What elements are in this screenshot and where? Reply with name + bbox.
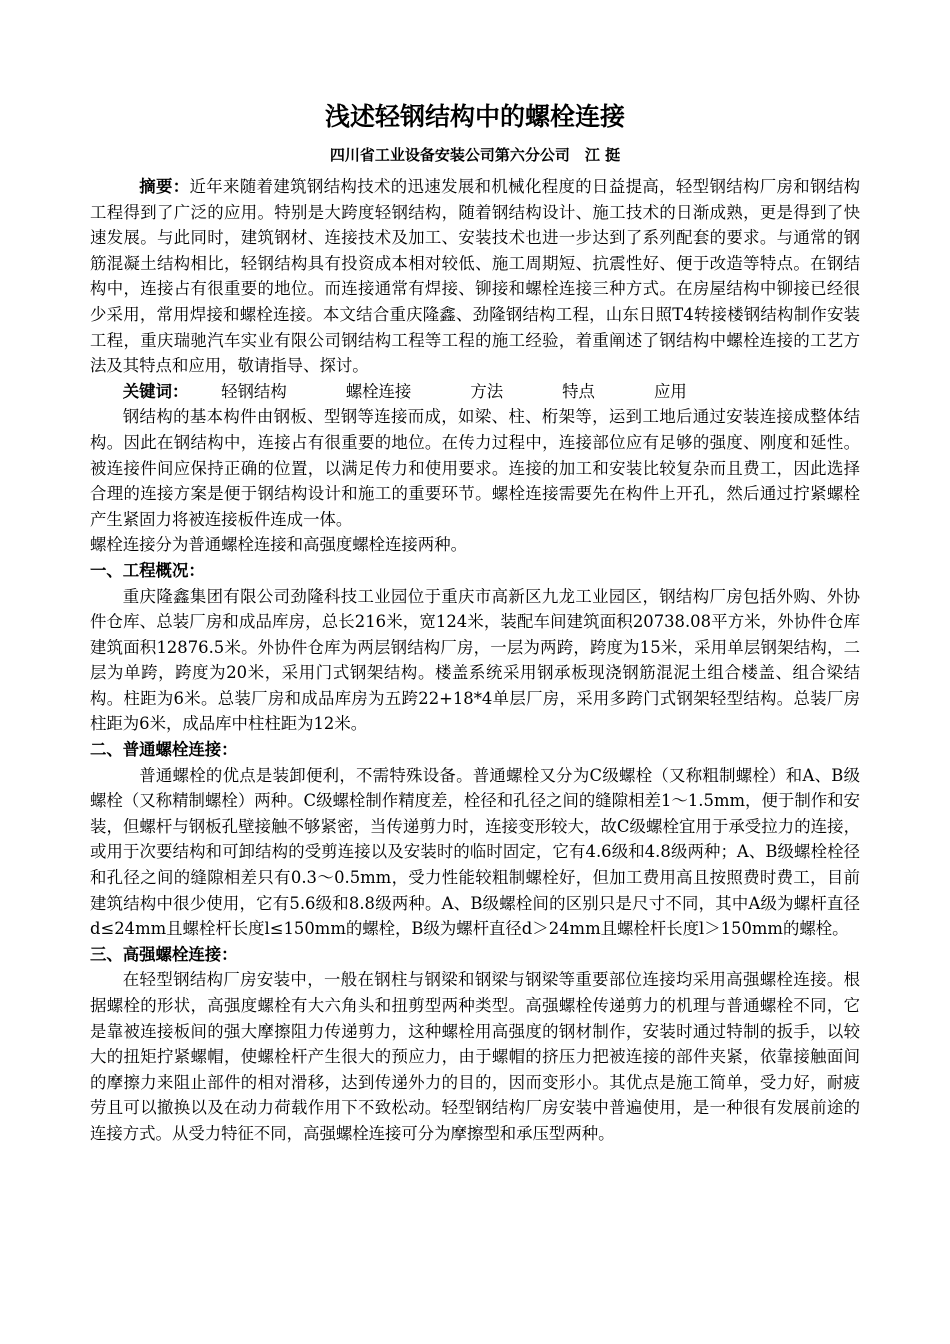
author-line: 四川省工业设备安装公司第六分公司 江 挺 (329, 146, 621, 164)
section-paragraph: 在轻型钢结构厂房安装中，一般在钢柱与钢梁和钢梁与钢梁等重要部位连接均采用高强螺栓连接。根据螺栓的形状，高强度螺栓有大六角头和扭剪型两种类型。高强螺栓传递剪力的机理与普通螺栓不同，它是靠被连接板间的强大摩擦阻力传递剪力，这种螺栓用高强度的钢材制作，安装时通过特制的扳手，以较大的扭矩拧紧螺帽，使螺栓杆产生很大的预应力，由于螺帽的挤压力把被连接的部件夹紧，依靠接触面间的摩擦力来阻止部件的相对滑移，达到传递外力的目的，因而变形小。其优点是施工简单，受力好，耐疲劳且可以撤换以及在动力荷载作用下不致松动。轻型钢结构厂房安装中普遍使用，是一种很有发展前途的连接方式。从受力特征不同，高强螺栓连接可分为摩擦型和承压型两种。 (90, 970, 860, 1143)
keywords-line (90, 379, 860, 405)
keyword: 应用 (653, 381, 687, 401)
document-page (90, 100, 860, 1147)
section-heading: 一、工程概况： (90, 560, 205, 580)
abstract-text: 近年来随着建筑钢结构技术的迅速发展和机械化程度的日益提高，轻型钢结构厂房和钢结构工程得到了广泛的应用。特别是大跨度轻钢结构，随着钢结构设计、施工技术的日渐成熟，更是得到了快速发展。与此同时，建筑钢材、连接技术及加工、安装技术也进一步达到了系列配套的要求。与通常的钢筋混凝土结构相比，轻钢结构具有投资成本相对较低、施工周期短、抗震性好、便于改造等特点。在钢结构中，连接占有很重要的地位。而连接通常有焊接、铆接和螺栓连接三种方式。在房屋结构中铆接已经很少采用，常用焊接和螺栓连接。本文结合重庆隆鑫、劲隆钢结构工程，山东日照T4转接楼钢结构制作安装工程，重庆瑞驰汽车实业有限公司钢结构工程等工程的施工经验，着重阐述了钢结构中螺栓连接的工艺方法及其特点和应用，敬请指导、探讨。 (90, 177, 861, 376)
section-paragraph: 重庆隆鑫集团有限公司劲隆科技工业园位于重庆市高新区九龙工业园区，钢结构厂房包括外购、外协件仓库、总装厂房和成品库房，总长216米，宽124米，装配车间建筑面积20738.08平方米，外协件仓库建筑面积12876.5米。外协件仓库为两层钢结构厂房，一层为两跨，跨度为15米，采用单层钢架结构，二层为单跨，跨度为20米，采用门式钢架结构。楼盖系统采用钢承板现浇钢筋混泥土组合楼盖、组合梁结构。柱距为6米。总装厂房和成品库房为五跨22+18*4单层厂房，采用多跨门式钢架轻型结构。总装厂房柱距为6米，成品库中柱柱距为12米。 (90, 586, 860, 734)
abstract-label: 摘要： (139, 177, 190, 196)
intro-paragraph: 螺栓连接分为普通螺栓连接和高强度螺栓连接两种。 (90, 535, 467, 555)
intro-paragraph: 钢结构的基本构件由钢板、型钢等连接而成，如梁、柱、桁架等，运到工地后通过安装连接成整体结构。因此在钢结构中，连接占有很重要的地位。在传力过程中，连接部位应有足够的强度、刚度和延性。被连接件间应保持正确的位置，以满足传力和使用要求。连接的加工和安装比较复杂而且费工，因此选择合理的连接方案是便于钢结构设计和施工的重要环节。螺栓连接需要先在构件上开孔，然后通过拧紧螺栓产生紧固力将被连接板件连成一体。 (90, 407, 860, 529)
keyword: 特点 (562, 381, 595, 401)
keyword: 方法 (470, 381, 504, 401)
keyword: 轻钢结构 (221, 381, 287, 401)
keywords-label: 关键词： (122, 381, 189, 401)
section-paragraph: 普通螺栓的优点是装卸便利，不需特殊设备。普通螺栓又分为C级螺栓（又称粗制螺栓）和A、B级螺栓（又称精制螺栓）两种。C级螺栓制作精度差，栓径和孔径之间的缝隙相差1～1.5mm，便于制作和安装，但螺杆与钢板孔壁接触不够紧密，当传递剪力时，连接变形较大，故C级螺栓宜用于承受拉力的连接，或用于次要结构和可卸结构的受剪连接以及安装时的临时固定，它有4.6级和4.8级两种；A、B级螺栓栓径和孔径之间的缝隙相差只有0.3～0.5mm，受力性能较粗制螺栓好，但加工费用高且按照费时费工，目前建筑结构中很少使用，它有5.6级和8.8级两种。A、B级螺栓间的区别只是尺寸不同，其中A级为螺杆直径d≤24mm且螺栓杆长度l≤150mm的螺栓，B级为螺杆直径d＞24mm且螺栓杆长度l＞150mm的螺栓。 (90, 765, 860, 939)
keyword: 螺栓连接 (345, 381, 412, 401)
section-heading: 三、高强螺栓连接： (90, 944, 238, 964)
abstract-paragraph (90, 174, 860, 379)
document-title: 浅述轻钢结构中的螺栓连接 (324, 102, 625, 131)
section-heading: 二、普通螺栓连接： (90, 740, 238, 760)
